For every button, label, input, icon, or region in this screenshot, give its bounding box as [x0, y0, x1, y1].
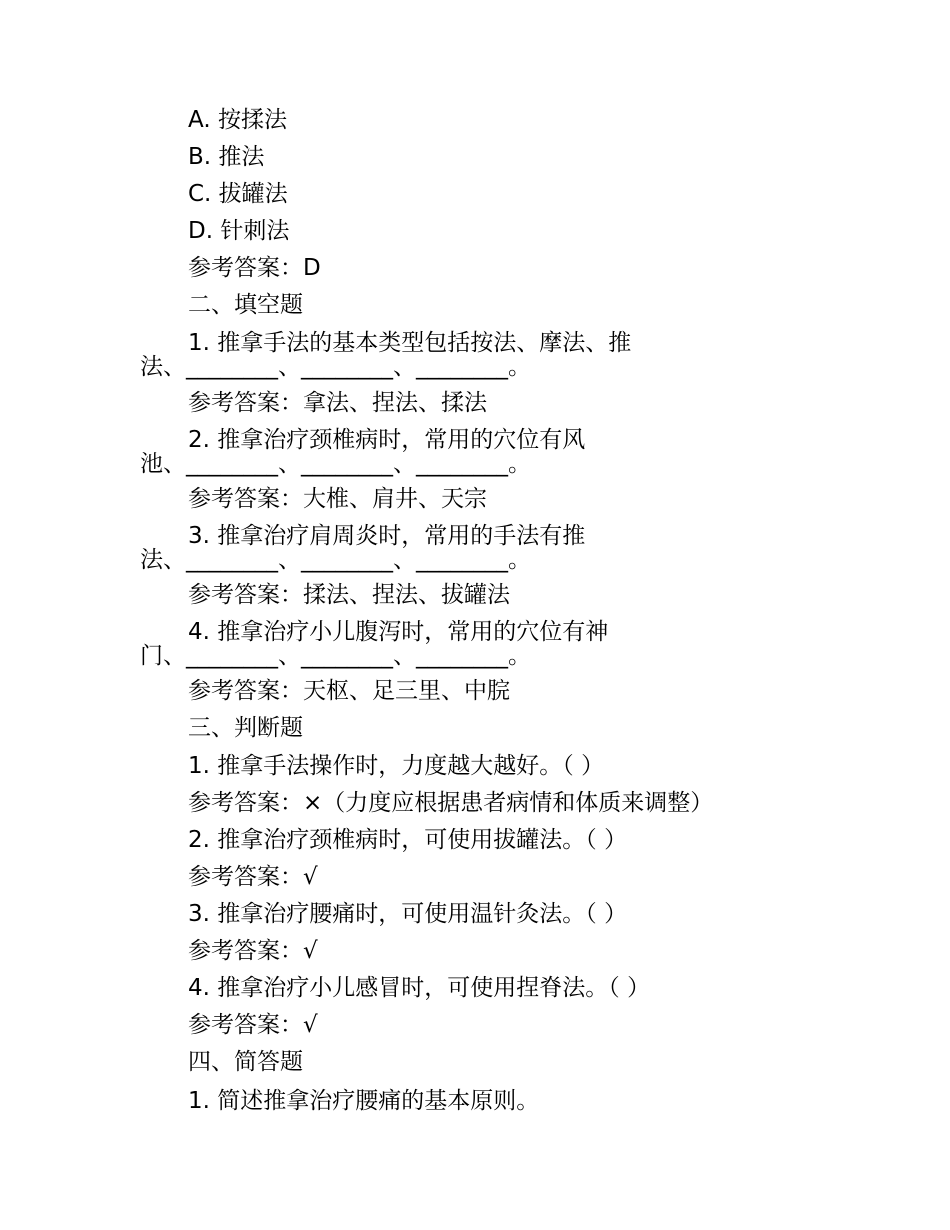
option-c: C. 拔罐法	[188, 181, 288, 207]
fill-q2-line2: 池、________、________、________。	[140, 451, 531, 477]
section-heading-short-answer: 四、简答题	[188, 1049, 303, 1075]
section-heading-fill-blank: 二、填空题	[188, 292, 303, 318]
tf-a4: 参考答案：√	[188, 1012, 318, 1038]
fill-q4-line2: 门、________、________、________。	[140, 643, 531, 669]
short-q1: 1. 简述推拿治疗腰痛的基本原则。	[188, 1088, 540, 1114]
fill-q1-answer: 参考答案：拿法、捏法、揉法	[188, 390, 487, 416]
fill-q3-line2: 法、________、________、________。	[140, 547, 531, 573]
tf-a3: 参考答案：√	[188, 938, 318, 964]
fill-q2-line1: 2. 推拿治疗颈椎病时，常用的穴位有风	[188, 427, 586, 453]
choice-answer: 参考答案：D	[188, 255, 321, 281]
fill-q4-line1: 4. 推拿治疗小儿腹泻时，常用的穴位有神	[188, 619, 609, 645]
fill-q3-line1: 3. 推拿治疗肩周炎时，常用的手法有推	[188, 523, 586, 549]
tf-q3: 3. 推拿治疗腰痛时，可使用温针灸法。（ ）	[188, 901, 628, 927]
fill-q4-answer: 参考答案：天枢、足三里、中脘	[188, 678, 510, 704]
fill-q1-line2: 法、________、________、________。	[140, 354, 531, 380]
section-heading-true-false: 三、判断题	[188, 715, 303, 741]
tf-q2: 2. 推拿治疗颈椎病时，可使用拔罐法。（ ）	[188, 827, 628, 853]
tf-a2: 参考答案：√	[188, 864, 318, 890]
fill-q1-line1: 1. 推拿手法的基本类型包括按法、摩法、推	[188, 330, 632, 356]
fill-q2-answer: 参考答案：大椎、肩井、天宗	[188, 486, 487, 512]
tf-a1: 参考答案：×（力度应根据患者病情和体质来调整）	[188, 790, 714, 816]
option-d: D. 针刺法	[188, 218, 290, 244]
option-b: B. 推法	[188, 144, 265, 170]
tf-q1: 1. 推拿手法操作时，力度越大越好。（ ）	[188, 753, 605, 779]
fill-q3-answer: 参考答案：揉法、捏法、拔罐法	[188, 582, 510, 608]
option-a: A. 按揉法	[188, 107, 287, 133]
tf-q4: 4. 推拿治疗小儿感冒时，可使用捏脊法。（ ）	[188, 975, 651, 1001]
